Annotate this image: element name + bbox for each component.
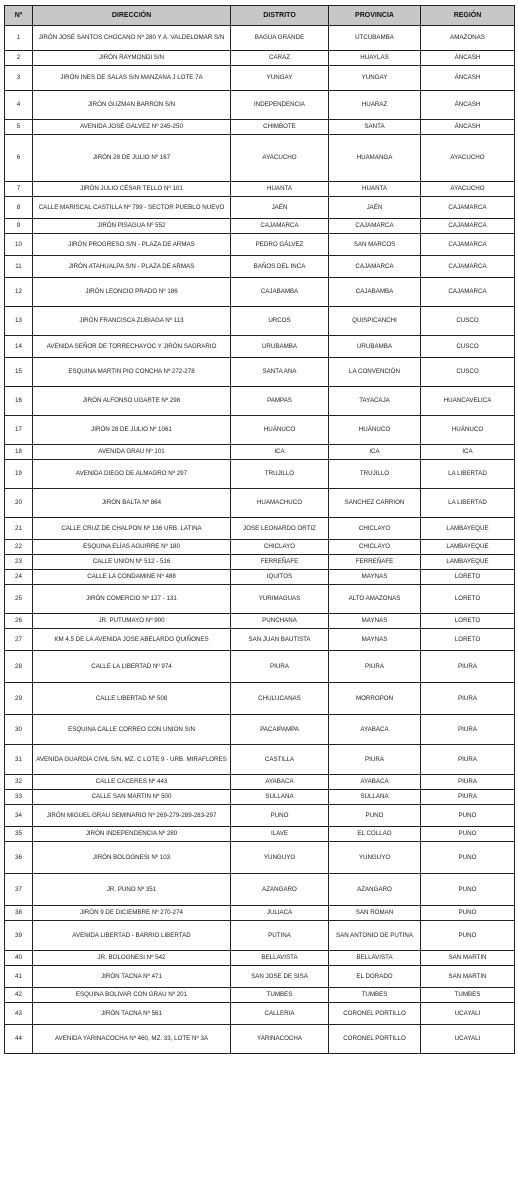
cell-region: LAMBAYEQUE [421, 540, 515, 555]
cell-address: JIRÓN PROGRESO S/N - PLAZA DE ARMAS [33, 234, 231, 256]
cell-province: HUÁNUCO [329, 416, 421, 445]
cell-district: YUNGAY [231, 66, 329, 91]
cell-district: BELLAVISTA [231, 951, 329, 966]
header-province: PROVINCIA [329, 6, 421, 26]
cell-district: TRUJILLO [231, 460, 329, 489]
table-row [5, 805, 515, 827]
cell-district: BAÑOS DEL INCA [231, 256, 329, 278]
cell-number: 33 [5, 790, 33, 805]
cell-province: PIURA [329, 745, 421, 775]
cell-address: JIRÓN TACNA Nº 561 [33, 1003, 231, 1025]
cell-number: 24 [5, 570, 33, 585]
cell-district: URCOS [231, 307, 329, 336]
cell-address: JIRÓN INES DE SALAS S/N MANZANA J LOTE 7A [33, 66, 231, 91]
cell-region: CUSCO [421, 358, 515, 387]
cell-province: EL DORADO [329, 966, 421, 988]
cell-address: CALLE MARISCAL CASTILLA Nº 799 - SECTOR PUEBLO NUEVO [33, 197, 231, 219]
cell-province: SANTA [329, 120, 421, 135]
cell-address: JR. PUTUMAYO Nº 900 [33, 614, 231, 629]
cell-region: PIURA [421, 651, 515, 683]
cell-province: YUNGAY [329, 66, 421, 91]
cell-region: PUNO [421, 874, 515, 906]
cell-region: ÁNCASH [421, 91, 515, 120]
table-row [5, 988, 515, 1003]
cell-district: PUNO [231, 805, 329, 827]
cell-number: 8 [5, 197, 33, 219]
cell-number: 1 [5, 26, 33, 51]
cell-region: ÁNCASH [421, 120, 515, 135]
cell-district: ICA [231, 445, 329, 460]
cell-address: AVENIDA GUARDIA CIVIL S/N, MZ. C LOTE 9 - URB. MIRAFLORES [33, 745, 231, 775]
cell-region: LAMBAYEQUE [421, 518, 515, 540]
table-row [5, 91, 515, 120]
cell-district: PUTINA [231, 921, 329, 951]
cell-district: JULIACA [231, 906, 329, 921]
cell-region: LA LIBERTAD [421, 489, 515, 518]
cell-address: AVENIDA YARINACOCHA Nº 460, MZ. 33, LOTE Nº 3A [33, 1025, 231, 1054]
cell-district: PIURA [231, 651, 329, 683]
cell-region: CAJAMARCA [421, 197, 515, 219]
table-row [5, 518, 515, 540]
cell-district: CALLERIA [231, 1003, 329, 1025]
cell-province: LA CONVENCIÓN [329, 358, 421, 387]
cell-district: CAJAMARCA [231, 219, 329, 234]
cell-province: YUNGUYO [329, 842, 421, 874]
cell-district: PACAIPAMPA [231, 715, 329, 745]
table-row [5, 278, 515, 307]
cell-number: 40 [5, 951, 33, 966]
cell-number: 31 [5, 745, 33, 775]
table-header-row [5, 6, 515, 26]
cell-region: CUSCO [421, 336, 515, 358]
cell-address: JIRÓN JULIO CÉSAR TELLO Nº 101 [33, 182, 231, 197]
table-body [5, 26, 515, 1054]
cell-region: HUÁNUCO [421, 416, 515, 445]
cell-region: AMAZONAS [421, 26, 515, 51]
cell-region: LORETO [421, 629, 515, 651]
table-row [5, 842, 515, 874]
cell-district: IQUITOS [231, 570, 329, 585]
cell-number: 15 [5, 358, 33, 387]
cell-province: SULLANA [329, 790, 421, 805]
cell-province: SAN ROMAN [329, 906, 421, 921]
cell-region: PIURA [421, 683, 515, 715]
header-number: Nº [5, 6, 33, 26]
cell-province: AYABACA [329, 715, 421, 745]
cell-province: HUAYLAS [329, 51, 421, 66]
cell-address: JIRÓN BALTA Nº 864 [33, 489, 231, 518]
table-row [5, 651, 515, 683]
cell-address: JIRÓN 28 DE JULIO Nº 167 [33, 135, 231, 182]
table-row [5, 951, 515, 966]
table-row [5, 416, 515, 445]
cell-region: ÁNCASH [421, 66, 515, 91]
cell-address: ESQUINA ELÍAS AGUIRRE Nº 180 [33, 540, 231, 555]
cell-region: PIURA [421, 715, 515, 745]
cell-number: 16 [5, 387, 33, 416]
cell-district: CHICLAYO [231, 540, 329, 555]
cell-region: HUANCAVELICA [421, 387, 515, 416]
cell-region: ÁNCASH [421, 51, 515, 66]
cell-number: 43 [5, 1003, 33, 1025]
cell-number: 29 [5, 683, 33, 715]
cell-address: KM 4.5 DE LA AVENIDA JOSE ABELARDO QUIÑONES [33, 629, 231, 651]
cell-address: JIRÓN PISAGUA Nº 552 [33, 219, 231, 234]
table-row [5, 460, 515, 489]
cell-number: 28 [5, 651, 33, 683]
cell-address: JR. PUNO Nº 351 [33, 874, 231, 906]
header-region: REGIÓN [421, 6, 515, 26]
cell-number: 36 [5, 842, 33, 874]
table-row [5, 745, 515, 775]
cell-province: TRUJILLO [329, 460, 421, 489]
cell-district: INDEPENDENCIA [231, 91, 329, 120]
table-row [5, 256, 515, 278]
cell-province: BELLAVISTA [329, 951, 421, 966]
cell-province: MORROPON [329, 683, 421, 715]
cell-address: JIRÓN COMERCIO Nº 127 - 131 [33, 585, 231, 614]
cell-address: CALLE LA LIBERTAD Nº 974 [33, 651, 231, 683]
header-district: DISTRITO [231, 6, 329, 26]
cell-address: AVENIDA SEÑOR DE TORRECHAYOC Y JIRÓN SAGRARIO [33, 336, 231, 358]
cell-district: PAMPAS [231, 387, 329, 416]
offices-table [4, 5, 515, 1054]
cell-region: PUNO [421, 906, 515, 921]
table-row [5, 614, 515, 629]
cell-region: LORETO [421, 614, 515, 629]
cell-region: UCAYALI [421, 1025, 515, 1054]
cell-region: CUSCO [421, 307, 515, 336]
cell-number: 11 [5, 256, 33, 278]
cell-number: 37 [5, 874, 33, 906]
cell-province: MAYNAS [329, 570, 421, 585]
cell-address: JIRÓN FRANCISCA ZUBIAGA Nº 113 [33, 307, 231, 336]
cell-address: AVENIDA LIBERTAD - BARRIO LIBERTAD [33, 921, 231, 951]
cell-region: AYACUCHO [421, 182, 515, 197]
cell-address: CALLE LA CONDAMINE Nº 488 [33, 570, 231, 585]
table-row [5, 26, 515, 51]
table-row [5, 585, 515, 614]
cell-address: CALLE CRUZ DE CHALPON Nº 136 URB. LATINA [33, 518, 231, 540]
cell-region: ICA [421, 445, 515, 460]
cell-number: 32 [5, 775, 33, 790]
cell-district: SANTA ANA [231, 358, 329, 387]
cell-region: LA LIBERTAD [421, 460, 515, 489]
table-row [5, 540, 515, 555]
cell-district: YURIMAGUAS [231, 585, 329, 614]
cell-address: JIRÓN JOSÉ SANTOS CHOCANO Nº 280 Y A. VALDELOMAR S/N [33, 26, 231, 51]
cell-district: URUBAMBA [231, 336, 329, 358]
cell-region: PUNO [421, 827, 515, 842]
table-row [5, 182, 515, 197]
cell-region: LORETO [421, 585, 515, 614]
cell-region: CAJAMARCA [421, 234, 515, 256]
cell-region: PIURA [421, 745, 515, 775]
cell-district: TUMBES [231, 988, 329, 1003]
cell-address: JR. BOLOGNESI Nº 542 [33, 951, 231, 966]
cell-number: 13 [5, 307, 33, 336]
cell-province: CAJABAMBA [329, 278, 421, 307]
cell-province: SAN MARCOS [329, 234, 421, 256]
cell-address: JIRÓN 9 DE DICIEMBRE Nº 270-274 [33, 906, 231, 921]
cell-number: 9 [5, 219, 33, 234]
table-row [5, 874, 515, 906]
cell-district: HUÁNUCO [231, 416, 329, 445]
cell-district: SAN JOSE DE SISA [231, 966, 329, 988]
cell-number: 18 [5, 445, 33, 460]
table-row [5, 234, 515, 256]
cell-district: PUNCHANA [231, 614, 329, 629]
cell-number: 27 [5, 629, 33, 651]
cell-address: CALLE CACERES Nº 443 [33, 775, 231, 790]
cell-region: TUMBES [421, 988, 515, 1003]
cell-number: 2 [5, 51, 33, 66]
cell-address: JIRÓN INDEPENDENCIA Nº 280 [33, 827, 231, 842]
cell-address: AVENIDA DIEGO DE ALMAGRO Nº 297 [33, 460, 231, 489]
cell-address: CALLE UNION Nº 512 - 516 [33, 555, 231, 570]
cell-number: 38 [5, 906, 33, 921]
cell-address: ESQUINA BOLIVAR CON GRAU Nº 201 [33, 988, 231, 1003]
cell-region: CAJAMARCA [421, 256, 515, 278]
cell-district: YARINACOCHA [231, 1025, 329, 1054]
cell-district: HUANTA [231, 182, 329, 197]
table-row [5, 775, 515, 790]
table-row [5, 51, 515, 66]
table-row [5, 336, 515, 358]
cell-address: JIRÓN RAYMONDI S/N [33, 51, 231, 66]
table-row [5, 921, 515, 951]
cell-number: 5 [5, 120, 33, 135]
cell-region: LORETO [421, 570, 515, 585]
cell-number: 21 [5, 518, 33, 540]
cell-district: CHIMBOTE [231, 120, 329, 135]
cell-number: 6 [5, 135, 33, 182]
cell-address: CALLE SAN MARTIN Nº 500 [33, 790, 231, 805]
cell-province: QUISPICANCHI [329, 307, 421, 336]
cell-province: SANCHEZ CARRION [329, 489, 421, 518]
cell-province: MAYNAS [329, 614, 421, 629]
table-row [5, 827, 515, 842]
table-row [5, 387, 515, 416]
cell-number: 25 [5, 585, 33, 614]
cell-number: 26 [5, 614, 33, 629]
cell-address: AVENIDA GRAU Nº 101 [33, 445, 231, 460]
cell-district: SAN JUAN BAUTISTA [231, 629, 329, 651]
cell-number: 39 [5, 921, 33, 951]
table-row [5, 790, 515, 805]
cell-address: JIRÓN MIGUEL GRAU SEMINARIO Nº 269-279-289-283-297 [33, 805, 231, 827]
cell-province: HUARAZ [329, 91, 421, 120]
cell-district: AZANGARO [231, 874, 329, 906]
cell-province: UTCUBAMBA [329, 26, 421, 51]
cell-number: 44 [5, 1025, 33, 1054]
cell-region: AYACUCHO [421, 135, 515, 182]
cell-region: PUNO [421, 842, 515, 874]
cell-address: ESQUINA MARTIN PIO CONCHA Nº 272-278 [33, 358, 231, 387]
cell-province: AZANGARO [329, 874, 421, 906]
cell-region: SAN MARTIN [421, 966, 515, 988]
cell-province: PIURA [329, 651, 421, 683]
table-row [5, 715, 515, 745]
cell-address: JIRÓN GUZMAN BARRON S/N [33, 91, 231, 120]
cell-number: 14 [5, 336, 33, 358]
cell-district: CARAZ [231, 51, 329, 66]
table-row [5, 570, 515, 585]
cell-province: AYABACA [329, 775, 421, 790]
cell-province: CAJAMARCA [329, 256, 421, 278]
cell-province: CORONEL PORTILLO [329, 1025, 421, 1054]
table-row [5, 135, 515, 182]
table-row [5, 489, 515, 518]
table-row [5, 555, 515, 570]
cell-region: CAJAMARCA [421, 219, 515, 234]
cell-province: MAYNAS [329, 629, 421, 651]
table-row [5, 197, 515, 219]
cell-district: CAJABAMBA [231, 278, 329, 307]
table-row [5, 1003, 515, 1025]
cell-number: 30 [5, 715, 33, 745]
cell-district: PEDRO GÁLVEZ [231, 234, 329, 256]
header-address: DIRECCIÓN [33, 6, 231, 26]
cell-district: ILAVE [231, 827, 329, 842]
cell-number: 7 [5, 182, 33, 197]
table-row [5, 358, 515, 387]
cell-district: CHULUCANAS [231, 683, 329, 715]
cell-province: URUBAMBA [329, 336, 421, 358]
cell-address: JIRÓN ATAHUALPA S/N - PLAZA DE ARMAS [33, 256, 231, 278]
cell-number: 35 [5, 827, 33, 842]
cell-number: 42 [5, 988, 33, 1003]
cell-district: CASTILLA [231, 745, 329, 775]
cell-region: PIURA [421, 790, 515, 805]
cell-number: 3 [5, 66, 33, 91]
table-row [5, 219, 515, 234]
cell-number: 20 [5, 489, 33, 518]
cell-district: BAGUA GRANDE [231, 26, 329, 51]
cell-region: PUNO [421, 805, 515, 827]
cell-region: CAJAMARCA [421, 278, 515, 307]
cell-address: JIRÓN ALFONSO UGARTE Nº 298 [33, 387, 231, 416]
cell-region: PIURA [421, 775, 515, 790]
cell-province: HUAMANGA [329, 135, 421, 182]
cell-number: 10 [5, 234, 33, 256]
table-row [5, 307, 515, 336]
cell-number: 4 [5, 91, 33, 120]
cell-region: UCAYALI [421, 1003, 515, 1025]
cell-region: SAN MARTIN [421, 951, 515, 966]
cell-address: AVENIDA JOSÉ GALVEZ Nº 245-250 [33, 120, 231, 135]
cell-number: 19 [5, 460, 33, 489]
cell-province: JAÉN [329, 197, 421, 219]
cell-district: AYACUCHO [231, 135, 329, 182]
cell-address: ESQUINA CALLE CORREO CON UNION S/N [33, 715, 231, 745]
cell-province: HUANTA [329, 182, 421, 197]
cell-district: FERREÑAFE [231, 555, 329, 570]
cell-address: JIRÓN LEONCIO PRADO Nº 186 [33, 278, 231, 307]
table-row [5, 66, 515, 91]
cell-number: 41 [5, 966, 33, 988]
cell-province: EL COLLAO [329, 827, 421, 842]
cell-region: PUNO [421, 921, 515, 951]
cell-district: JAÉN [231, 197, 329, 219]
cell-province: ALTO AMAZONAS [329, 585, 421, 614]
cell-province: CAJAMARCA [329, 219, 421, 234]
table-row [5, 966, 515, 988]
table-row [5, 120, 515, 135]
cell-address: JIRÓN TACNA Nº 471 [33, 966, 231, 988]
cell-district: JOSE LEONARDO ORTIZ [231, 518, 329, 540]
cell-province: PUNO [329, 805, 421, 827]
cell-number: 12 [5, 278, 33, 307]
table-row [5, 445, 515, 460]
cell-district: SULLANA [231, 790, 329, 805]
cell-province: CHICLAYO [329, 518, 421, 540]
cell-province: TUMBES [329, 988, 421, 1003]
cell-province: TAYACAJA [329, 387, 421, 416]
cell-province: FERREÑAFE [329, 555, 421, 570]
cell-number: 34 [5, 805, 33, 827]
cell-address: JIRÓN BOLOGNESI Nº 103 [33, 842, 231, 874]
cell-number: 22 [5, 540, 33, 555]
cell-province: ICA [329, 445, 421, 460]
cell-province: SAN ANTONIO DE PUTINA [329, 921, 421, 951]
cell-province: CHICLAYO [329, 540, 421, 555]
cell-district: HUAMACHUCO [231, 489, 329, 518]
cell-address: CALLE LIBERTAD Nº 508 [33, 683, 231, 715]
table-row [5, 906, 515, 921]
cell-province: CORONEL PORTILLO [329, 1003, 421, 1025]
cell-number: 23 [5, 555, 33, 570]
table-row [5, 1025, 515, 1054]
table-row [5, 683, 515, 715]
table-row [5, 629, 515, 651]
cell-number: 17 [5, 416, 33, 445]
cell-address: JIRÓN 28 DE JULIO Nº 1061 [33, 416, 231, 445]
cell-district: AYABACA [231, 775, 329, 790]
cell-region: LAMBAYEQUE [421, 555, 515, 570]
offices-table-container [4, 5, 514, 1054]
cell-district: YUNGUYO [231, 842, 329, 874]
